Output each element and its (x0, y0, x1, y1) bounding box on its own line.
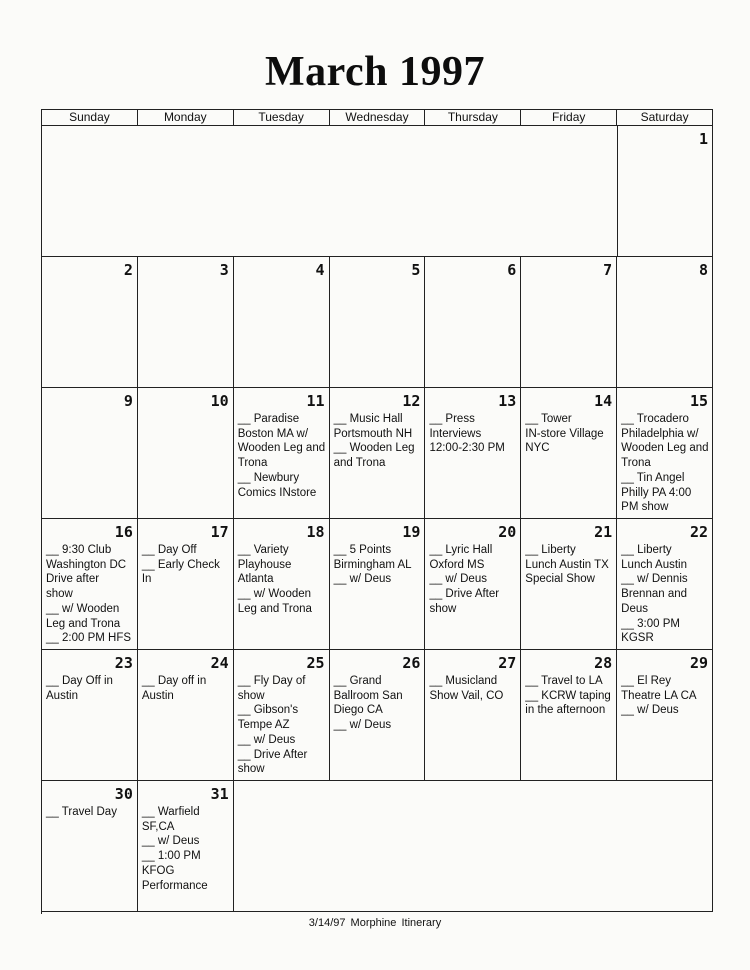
day-cell-4 (234, 257, 330, 388)
day-notes: __ Liberty Lunch Austin __ w/ Dennis Brennan and Deus __ 3:00 PM KGSR (621, 544, 688, 645)
day-cell-21 (521, 519, 617, 650)
week-row-2 (42, 257, 713, 388)
weekday-monday: Monday (138, 110, 234, 126)
weekday-tuesday: Tuesday (234, 110, 330, 126)
day-number: 27 (498, 654, 517, 672)
weekday-saturday: Saturday (617, 110, 713, 126)
day-number: 22 (689, 523, 709, 541)
day-number: 30 (114, 785, 133, 803)
day-cell-28 (521, 650, 617, 781)
day-cell-2 (42, 257, 138, 388)
day-notes: __ 9:30 Club Washington DC Drive after show __ w/ Wooden Leg and Trona __ 2:00 PM HFS (46, 544, 132, 645)
day-cell-16 (42, 519, 138, 650)
day-cell-8 (617, 257, 713, 388)
day-cell-23 (42, 650, 138, 781)
day-notes (425, 279, 520, 281)
day-notes: __ Music Hall Portsmouth NH __ Wooden Leg and Trona (333, 413, 415, 470)
weekday-thursday: Thursday (425, 110, 521, 126)
day-notes: __ Day Off __ Early Check In (141, 544, 220, 586)
day-number: 7 (603, 261, 613, 279)
day-cell-15 (617, 388, 713, 519)
week-row-5 (42, 650, 713, 781)
week-row-6 (42, 781, 713, 912)
day-cell-18 (234, 519, 330, 650)
day-number: 24 (210, 654, 229, 672)
day-cell-25 (234, 650, 330, 781)
day-cell-10 (138, 388, 234, 519)
day-cell-9 (42, 388, 138, 519)
day-number: 25 (306, 654, 325, 672)
day-notes (521, 279, 616, 281)
day-notes (330, 279, 425, 281)
day-number: 17 (210, 523, 229, 541)
day-cell-29 (617, 650, 713, 781)
day-notes: __ 5 Points Birmingham AL __ w/ Deus (333, 544, 412, 586)
day-notes: __ Press Interviews 12:00-2:30 PM (429, 413, 505, 455)
day-number: 4 (315, 261, 325, 279)
day-number: 29 (689, 654, 709, 672)
weekday-wednesday: Wednesday (330, 110, 426, 126)
day-cell-13 (425, 388, 521, 519)
day-notes: __ Travel Day (46, 806, 117, 818)
empty-cell (42, 126, 618, 257)
day-number: 31 (210, 785, 229, 803)
weekday-header (42, 110, 713, 126)
calendar-grid (41, 109, 713, 914)
day-cell-3 (138, 257, 234, 388)
day-number: 12 (402, 392, 421, 410)
day-cell-26 (330, 650, 426, 781)
day-number: 16 (114, 523, 133, 541)
day-number: 26 (402, 654, 421, 672)
day-notes (618, 148, 712, 150)
day-notes (617, 279, 712, 281)
weekday-friday: Friday (521, 110, 617, 126)
day-cell-31 (138, 781, 234, 912)
footer-text: 3/14/97 Morphine Itinerary (308, 917, 442, 929)
day-cell-22 (617, 519, 713, 650)
day-number: 5 (411, 261, 421, 279)
day-number: 28 (594, 654, 613, 672)
day-notes (42, 410, 137, 412)
day-notes: __ Fly Day of show __ Gibson's Tempe AZ __ w/ Deus __ Drive After show (237, 675, 308, 776)
day-number: 1 (698, 130, 708, 148)
day-number: 18 (306, 523, 325, 541)
day-notes: __ Liberty Lunch Austin TX Special Show (525, 544, 609, 586)
day-notes: __ Trocadero Philadelphia w/ Wooden Leg and Trona __ Tin Angel Philly PA 4:00 PM show (621, 413, 709, 514)
day-notes: __ Day off in Austin (141, 675, 207, 702)
day-cell-24 (138, 650, 234, 781)
day-number: 6 (507, 261, 517, 279)
day-cell-19 (330, 519, 426, 650)
day-number: 9 (123, 392, 133, 410)
day-number: 19 (402, 523, 421, 541)
week-row-4 (42, 519, 713, 650)
day-number: 14 (594, 392, 613, 410)
day-cell-27 (425, 650, 521, 781)
day-number: 3 (219, 261, 229, 279)
day-notes: __ Travel to LA __ KCRW taping in the afternoon (525, 675, 611, 717)
week-row-3 (42, 388, 713, 519)
day-number: 11 (306, 392, 325, 410)
day-number: 21 (594, 523, 613, 541)
day-notes: __ El Rey Theatre LA CA __ w/ Deus (621, 675, 697, 717)
page-title: March 1997 (264, 49, 486, 95)
day-notes (138, 410, 233, 412)
day-number: 13 (498, 392, 517, 410)
day-notes: __ Musicland Show Vail, CO (429, 675, 504, 702)
day-cell-20 (425, 519, 521, 650)
day-notes (42, 279, 137, 281)
day-notes: __ Warfield SF,CA __ w/ Deus __ 1:00 PM KFOG Performance (141, 806, 208, 892)
day-number: 8 (698, 261, 709, 279)
day-cell-17 (138, 519, 234, 650)
day-number: 2 (123, 261, 133, 279)
day-notes (138, 279, 233, 281)
day-cell-5 (330, 257, 426, 388)
day-number: 10 (210, 392, 229, 410)
day-cell-12 (330, 388, 426, 519)
day-notes: __ Lyric Hall Oxford MS __ w/ Deus __ Drive After show (429, 544, 500, 615)
day-number: 23 (114, 654, 133, 672)
day-notes: __ Grand Ballroom San Diego CA __ w/ Deus (333, 675, 403, 732)
day-cell-14 (521, 388, 617, 519)
day-notes: __ Paradise Boston MA w/ Wooden Leg and Trona __ Newbury Comics INstore (237, 413, 326, 499)
empty-cell (234, 781, 713, 912)
day-notes (234, 279, 329, 281)
week-row-1 (42, 126, 713, 257)
day-cell-30 (42, 781, 138, 912)
day-notes: __ Variety Playhouse Atlanta __ w/ Wooden Leg and Trona (237, 544, 312, 615)
day-number: 20 (498, 523, 517, 541)
day-notes: __ Tower IN-store Village NYC (525, 413, 604, 455)
weekday-sunday: Sunday (42, 110, 138, 126)
day-number: 15 (689, 392, 709, 410)
day-cell-11 (234, 388, 330, 519)
day-notes: __ Day Off in Austin (46, 675, 113, 702)
day-cell-1 (618, 126, 713, 257)
day-cell-7 (521, 257, 617, 388)
day-cell-6 (425, 257, 521, 388)
